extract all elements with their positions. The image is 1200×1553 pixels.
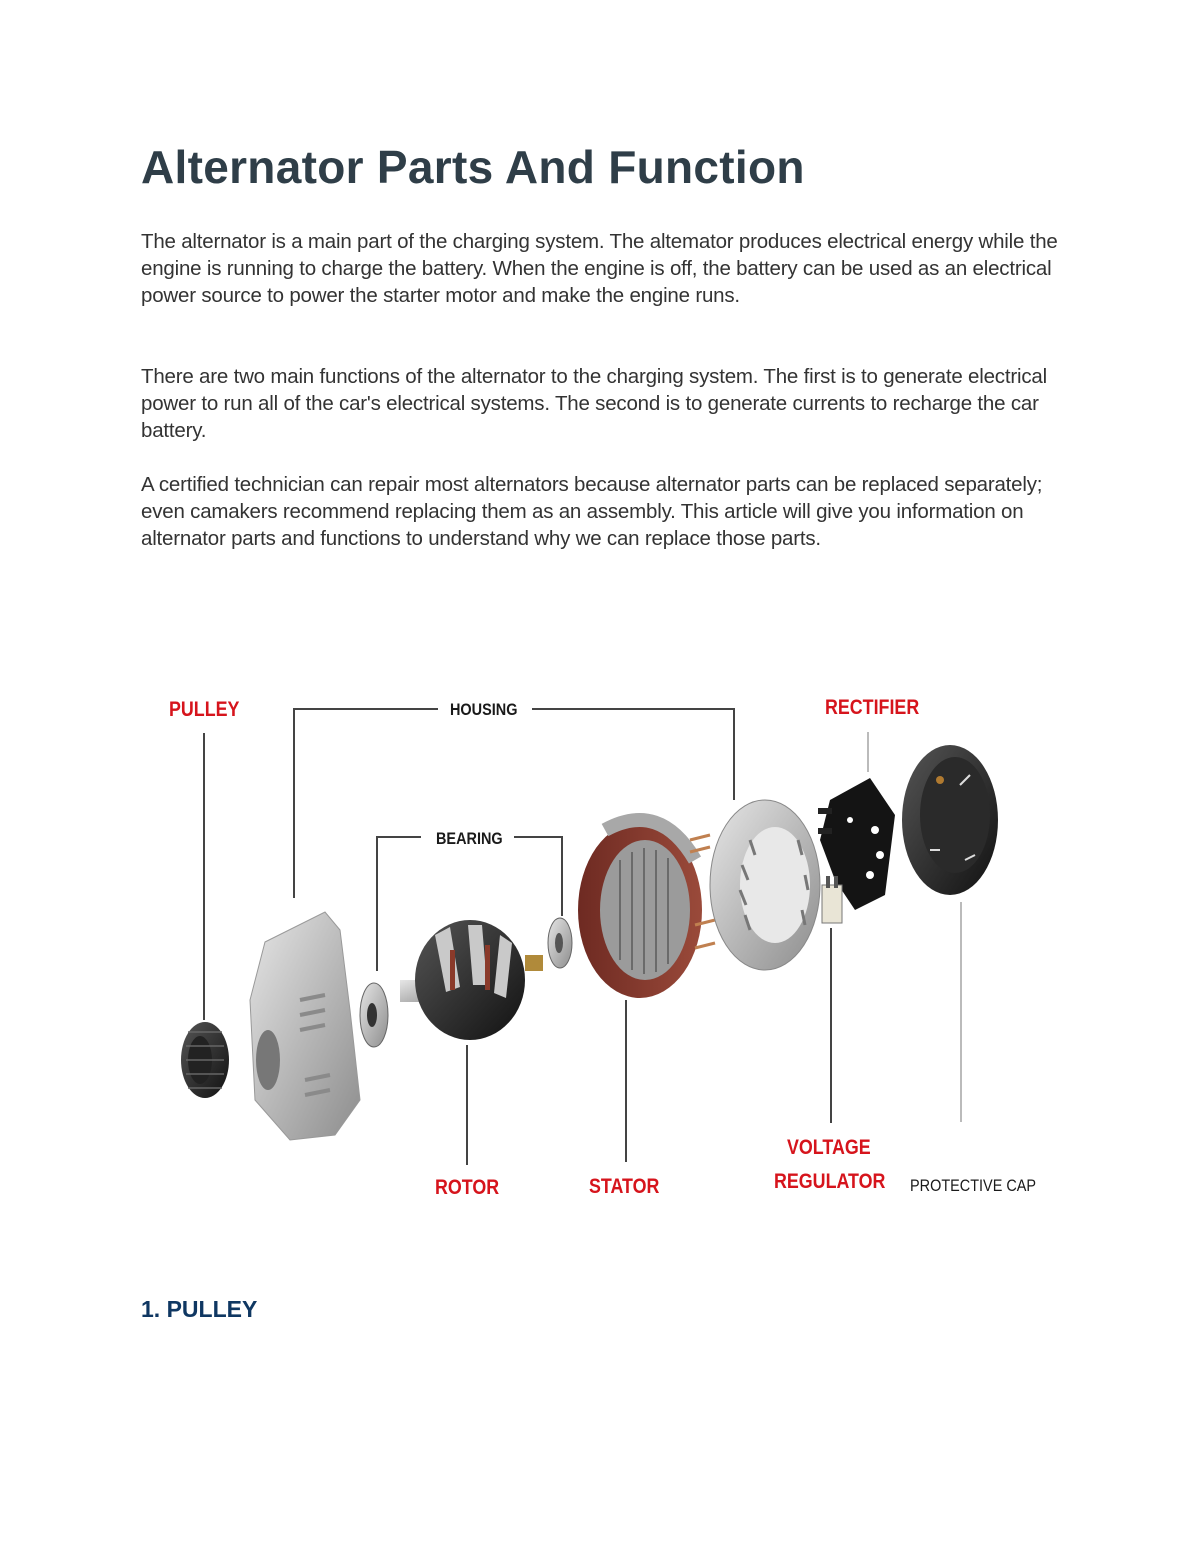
label-stator: STATOR [589, 1175, 660, 1198]
label-housing: HOUSING [450, 700, 518, 719]
stator-leader-line [625, 1000, 627, 1162]
functions-paragraph: There are two main functions of the alternator to the charging system. The first is to generate electrical power to run all of the car's electrical systems. The second is to generate currents to recharge the car battery. [141, 365, 1047, 442]
label-protective-cap: PROTECTIVE CAP [910, 1176, 1037, 1195]
alternator-parts-illustration [150, 680, 1060, 1220]
protective-cap-leader-line [960, 902, 962, 1122]
label-voltage-regulator-line2: REGULATOR [774, 1170, 886, 1193]
label-pulley: PULLEY [169, 698, 240, 721]
housing-leader-line-left-h [293, 708, 438, 710]
bearing-leader-line-left-v [376, 836, 378, 971]
pulley-leader-line [203, 733, 205, 1020]
label-rectifier: RECTIFIER [825, 696, 920, 719]
voltage-regulator-leader-line [830, 928, 832, 1123]
intro-paragraph: The alternator is a main part of the charging system. The altemator produces electrical energy while the engine is running to charge the battery. When the engine is off, the battery can be used as an electrical power source to power the starter motor and make the engine runs. [141, 230, 1058, 307]
label-voltage-regulator-line1: VOLTAGE [787, 1136, 871, 1159]
housing-leader-line-left-v [293, 708, 295, 898]
repair-paragraph: A certified technician can repair most alternators because alternator parts can be replaced separately; even camakers recommend replacing them as an assembly. This article will give you information on alternator parts and functions to understand why we can replace those parts. [141, 473, 1043, 550]
housing-leader-line-right-v [733, 708, 735, 800]
housing-leader-line-right-h [532, 708, 734, 710]
label-bearing: BEARING [436, 829, 503, 848]
bearing-leader-line-left-h [376, 836, 421, 838]
alternator-exploded-diagram [150, 680, 1060, 1220]
bearing-leader-line-right-h [514, 836, 562, 838]
bearing-leader-line-right-v [561, 836, 563, 916]
section-heading-pulley: 1. PULLEY [141, 1296, 258, 1322]
rotor-leader-line [466, 1045, 468, 1165]
rectifier-leader-line [867, 732, 869, 772]
label-rotor: ROTOR [435, 1176, 500, 1199]
page-title: Alternator Parts And Function [141, 141, 805, 193]
